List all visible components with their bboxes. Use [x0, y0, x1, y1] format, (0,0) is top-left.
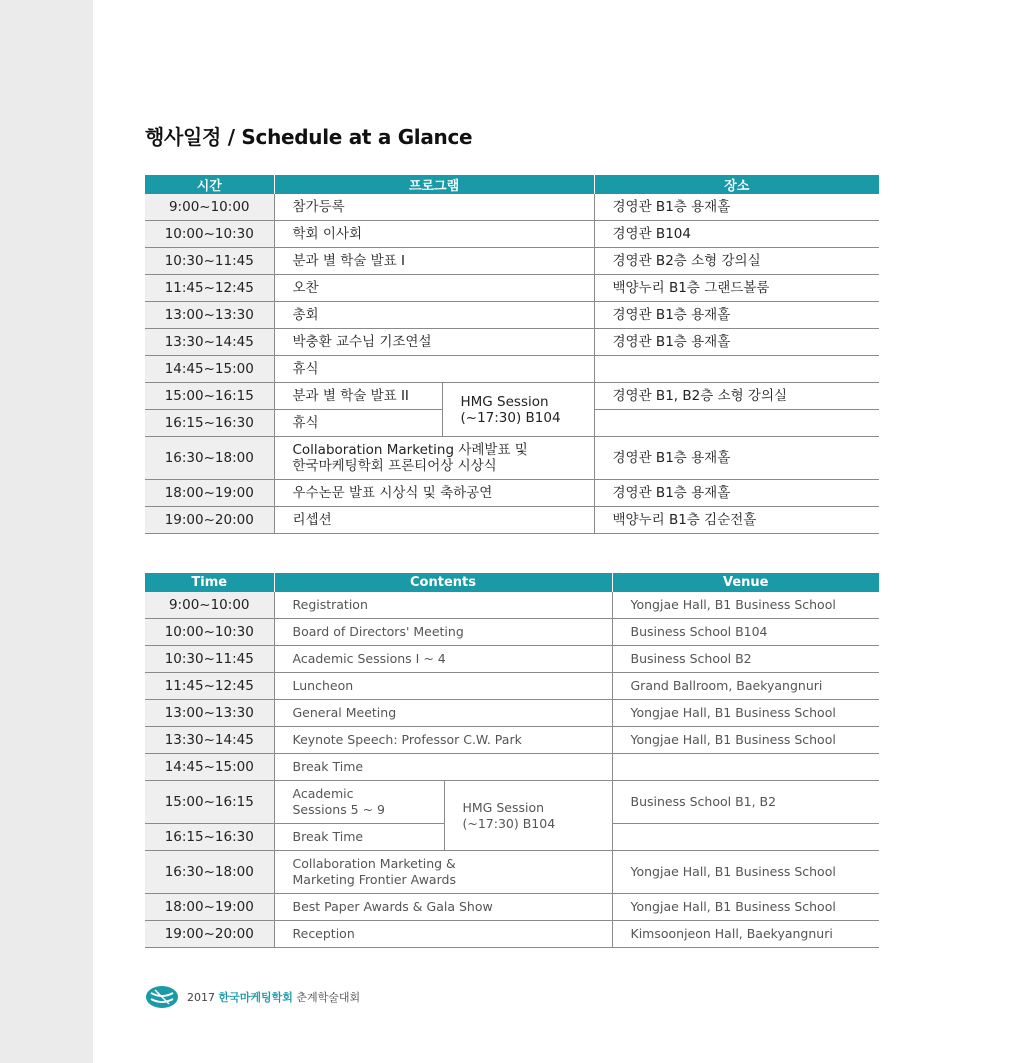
- table-row: [145, 851, 879, 894]
- program-cell: 박충환 교수님 기조연설: [274, 329, 594, 356]
- program-cell: Academic Sessions I ~ 4: [274, 646, 612, 673]
- english-schedule-table: [145, 573, 879, 948]
- venue-cell: Yongjae Hall, B1 Business School: [612, 700, 879, 727]
- program-cell: 총회: [274, 302, 594, 329]
- program-cell: Break Time: [274, 824, 444, 851]
- venue-cell: 경영관 B1층 용재홀: [594, 329, 879, 356]
- table-row: [145, 507, 879, 534]
- header-venue: 장소: [594, 175, 879, 194]
- society-logo-icon: [145, 985, 179, 1009]
- time-cell: 19:00~20:00: [145, 921, 274, 948]
- time-cell: 10:00~10:30: [145, 221, 274, 248]
- venue-cell: 경영관 B1, B2층 소형 강의실: [594, 383, 879, 410]
- program-cell: 참가등록: [274, 194, 594, 221]
- hmg-session-title: HMG Session: [460, 393, 549, 410]
- time-cell: 9:00~10:00: [145, 592, 274, 619]
- venue-cell: [612, 754, 879, 781]
- time-cell: 15:00~16:15: [145, 781, 274, 824]
- program-cell: Board of Directors' Meeting: [274, 619, 612, 646]
- venue-cell: 경영관 B1층 용재홀: [594, 437, 879, 480]
- program-cell: 분과 별 학술 발표 II: [274, 383, 442, 410]
- time-cell: 14:45~15:00: [145, 356, 274, 383]
- program-cell: Best Paper Awards & Gala Show: [274, 894, 612, 921]
- hmg-session-cell: [444, 781, 612, 851]
- table-row: [145, 383, 879, 410]
- table-row: [145, 437, 879, 480]
- program-line: 한국마케팅학회 프론티어상 시상식: [292, 458, 497, 474]
- time-cell: 10:30~11:45: [145, 248, 274, 275]
- hmg-session-title: HMG Session: [462, 799, 545, 815]
- program-cell: 오찬: [274, 275, 594, 302]
- venue-cell: Yongjae Hall, B1 Business School: [612, 727, 879, 754]
- table-row: [145, 275, 879, 302]
- venue-cell: 백양누리 B1층 그랜드볼룸: [594, 275, 879, 302]
- program-cell: 분과 별 학술 발표 I: [274, 248, 594, 275]
- program-cell: Keynote Speech: Professor C.W. Park: [274, 727, 612, 754]
- program-cell: 우수논문 발표 시상식 및 축하공연: [274, 480, 594, 507]
- program-line: Collaboration Marketing &: [292, 856, 456, 871]
- time-cell: 16:30~18:00: [145, 851, 274, 894]
- time-cell: 15:00~16:15: [145, 383, 274, 410]
- table-header-row: [145, 573, 879, 592]
- schedule-page: [93, 0, 1024, 1063]
- footer-brand: 한국마케팅학회: [218, 991, 293, 1004]
- venue-cell: Yongjae Hall, B1 Business School: [612, 894, 879, 921]
- program-cell: 학회 이사회: [274, 221, 594, 248]
- footer-year: 2017: [187, 991, 215, 1004]
- table-row: [145, 221, 879, 248]
- time-cell: 11:45~12:45: [145, 673, 274, 700]
- header-program: 프로그램: [274, 175, 594, 194]
- program-cell: Registration: [274, 592, 612, 619]
- program-line: Sessions 5 ~ 9: [292, 802, 386, 817]
- venue-cell: Business School B2: [612, 646, 879, 673]
- time-cell: 13:00~13:30: [145, 700, 274, 727]
- venue-cell: Yongjae Hall, B1 Business School: [612, 592, 879, 619]
- table-row: [145, 781, 879, 824]
- venue-cell: Yongjae Hall, B1 Business School: [612, 851, 879, 894]
- program-cell: [274, 437, 594, 480]
- table-header-row: [145, 175, 879, 194]
- time-cell: 13:00~13:30: [145, 302, 274, 329]
- header-time: 시간: [145, 175, 274, 194]
- table-row: [145, 700, 879, 727]
- time-cell: 18:00~19:00: [145, 480, 274, 507]
- korean-schedule-table: [145, 175, 879, 534]
- venue-cell: [594, 410, 879, 437]
- table-row: [145, 480, 879, 507]
- venue-cell: Kimsoonjeon Hall, Baekyangnuri: [612, 921, 879, 948]
- program-cell: [274, 851, 612, 894]
- venue-cell: Grand Ballroom, Baekyangnuri: [612, 673, 879, 700]
- time-cell: 16:15~16:30: [145, 824, 274, 851]
- footer-text: [187, 989, 360, 1005]
- program-cell: 휴식: [274, 356, 594, 383]
- venue-cell: Business School B1, B2: [612, 781, 879, 824]
- hmg-session-detail: (~17:30) B104: [462, 815, 556, 831]
- table-row: [145, 329, 879, 356]
- table-row: [145, 592, 879, 619]
- time-cell: 13:30~14:45: [145, 727, 274, 754]
- footer: [145, 985, 360, 1009]
- header-contents: Contents: [274, 573, 612, 592]
- table-row: [145, 248, 879, 275]
- table-row: [145, 673, 879, 700]
- program-line: Academic: [292, 786, 354, 801]
- program-cell: Luncheon: [274, 673, 612, 700]
- program-cell: [274, 781, 444, 824]
- header-venue: Venue: [612, 573, 879, 592]
- table-row: [145, 356, 879, 383]
- table-row: [145, 727, 879, 754]
- hmg-session-detail: (~17:30) B104: [460, 409, 561, 426]
- time-cell: 9:00~10:00: [145, 194, 274, 221]
- time-cell: 10:30~11:45: [145, 646, 274, 673]
- time-cell: 16:30~18:00: [145, 437, 274, 480]
- program-line: Marketing Frontier Awards: [292, 872, 456, 887]
- venue-cell: 경영관 B1층 용재홀: [594, 302, 879, 329]
- table-row: [145, 302, 879, 329]
- time-cell: 14:45~15:00: [145, 754, 274, 781]
- program-cell: Break Time: [274, 754, 612, 781]
- time-cell: 11:45~12:45: [145, 275, 274, 302]
- table-row: [145, 646, 879, 673]
- program-cell: General Meeting: [274, 700, 612, 727]
- time-cell: 10:00~10:30: [145, 619, 274, 646]
- table-row: [145, 194, 879, 221]
- venue-cell: 경영관 B2층 소형 강의실: [594, 248, 879, 275]
- program-cell: Reception: [274, 921, 612, 948]
- table-row: [145, 921, 879, 948]
- program-cell: 휴식: [274, 410, 442, 437]
- venue-cell: Business School B104: [612, 619, 879, 646]
- program-line: Collaboration Marketing 사례발표 및: [292, 442, 528, 458]
- venue-cell: 백양누리 B1층 김순전홀: [594, 507, 879, 534]
- time-cell: 18:00~19:00: [145, 894, 274, 921]
- table-row: [145, 754, 879, 781]
- hmg-session-cell: [442, 383, 594, 437]
- venue-cell: 경영관 B104: [594, 221, 879, 248]
- footer-event: 춘계학술대회: [296, 991, 361, 1004]
- header-time: Time: [145, 573, 274, 592]
- table-row: [145, 619, 879, 646]
- time-cell: 19:00~20:00: [145, 507, 274, 534]
- venue-cell: [612, 824, 879, 851]
- program-cell: 리셉션: [274, 507, 594, 534]
- venue-cell: 경영관 B1층 용재홀: [594, 480, 879, 507]
- venue-cell: [594, 356, 879, 383]
- time-cell: 13:30~14:45: [145, 329, 274, 356]
- time-cell: 16:15~16:30: [145, 410, 274, 437]
- table-row: [145, 894, 879, 921]
- page-title: 행사일정 / Schedule at a Glance: [145, 125, 473, 149]
- venue-cell: 경영관 B1층 용재홀: [594, 194, 879, 221]
